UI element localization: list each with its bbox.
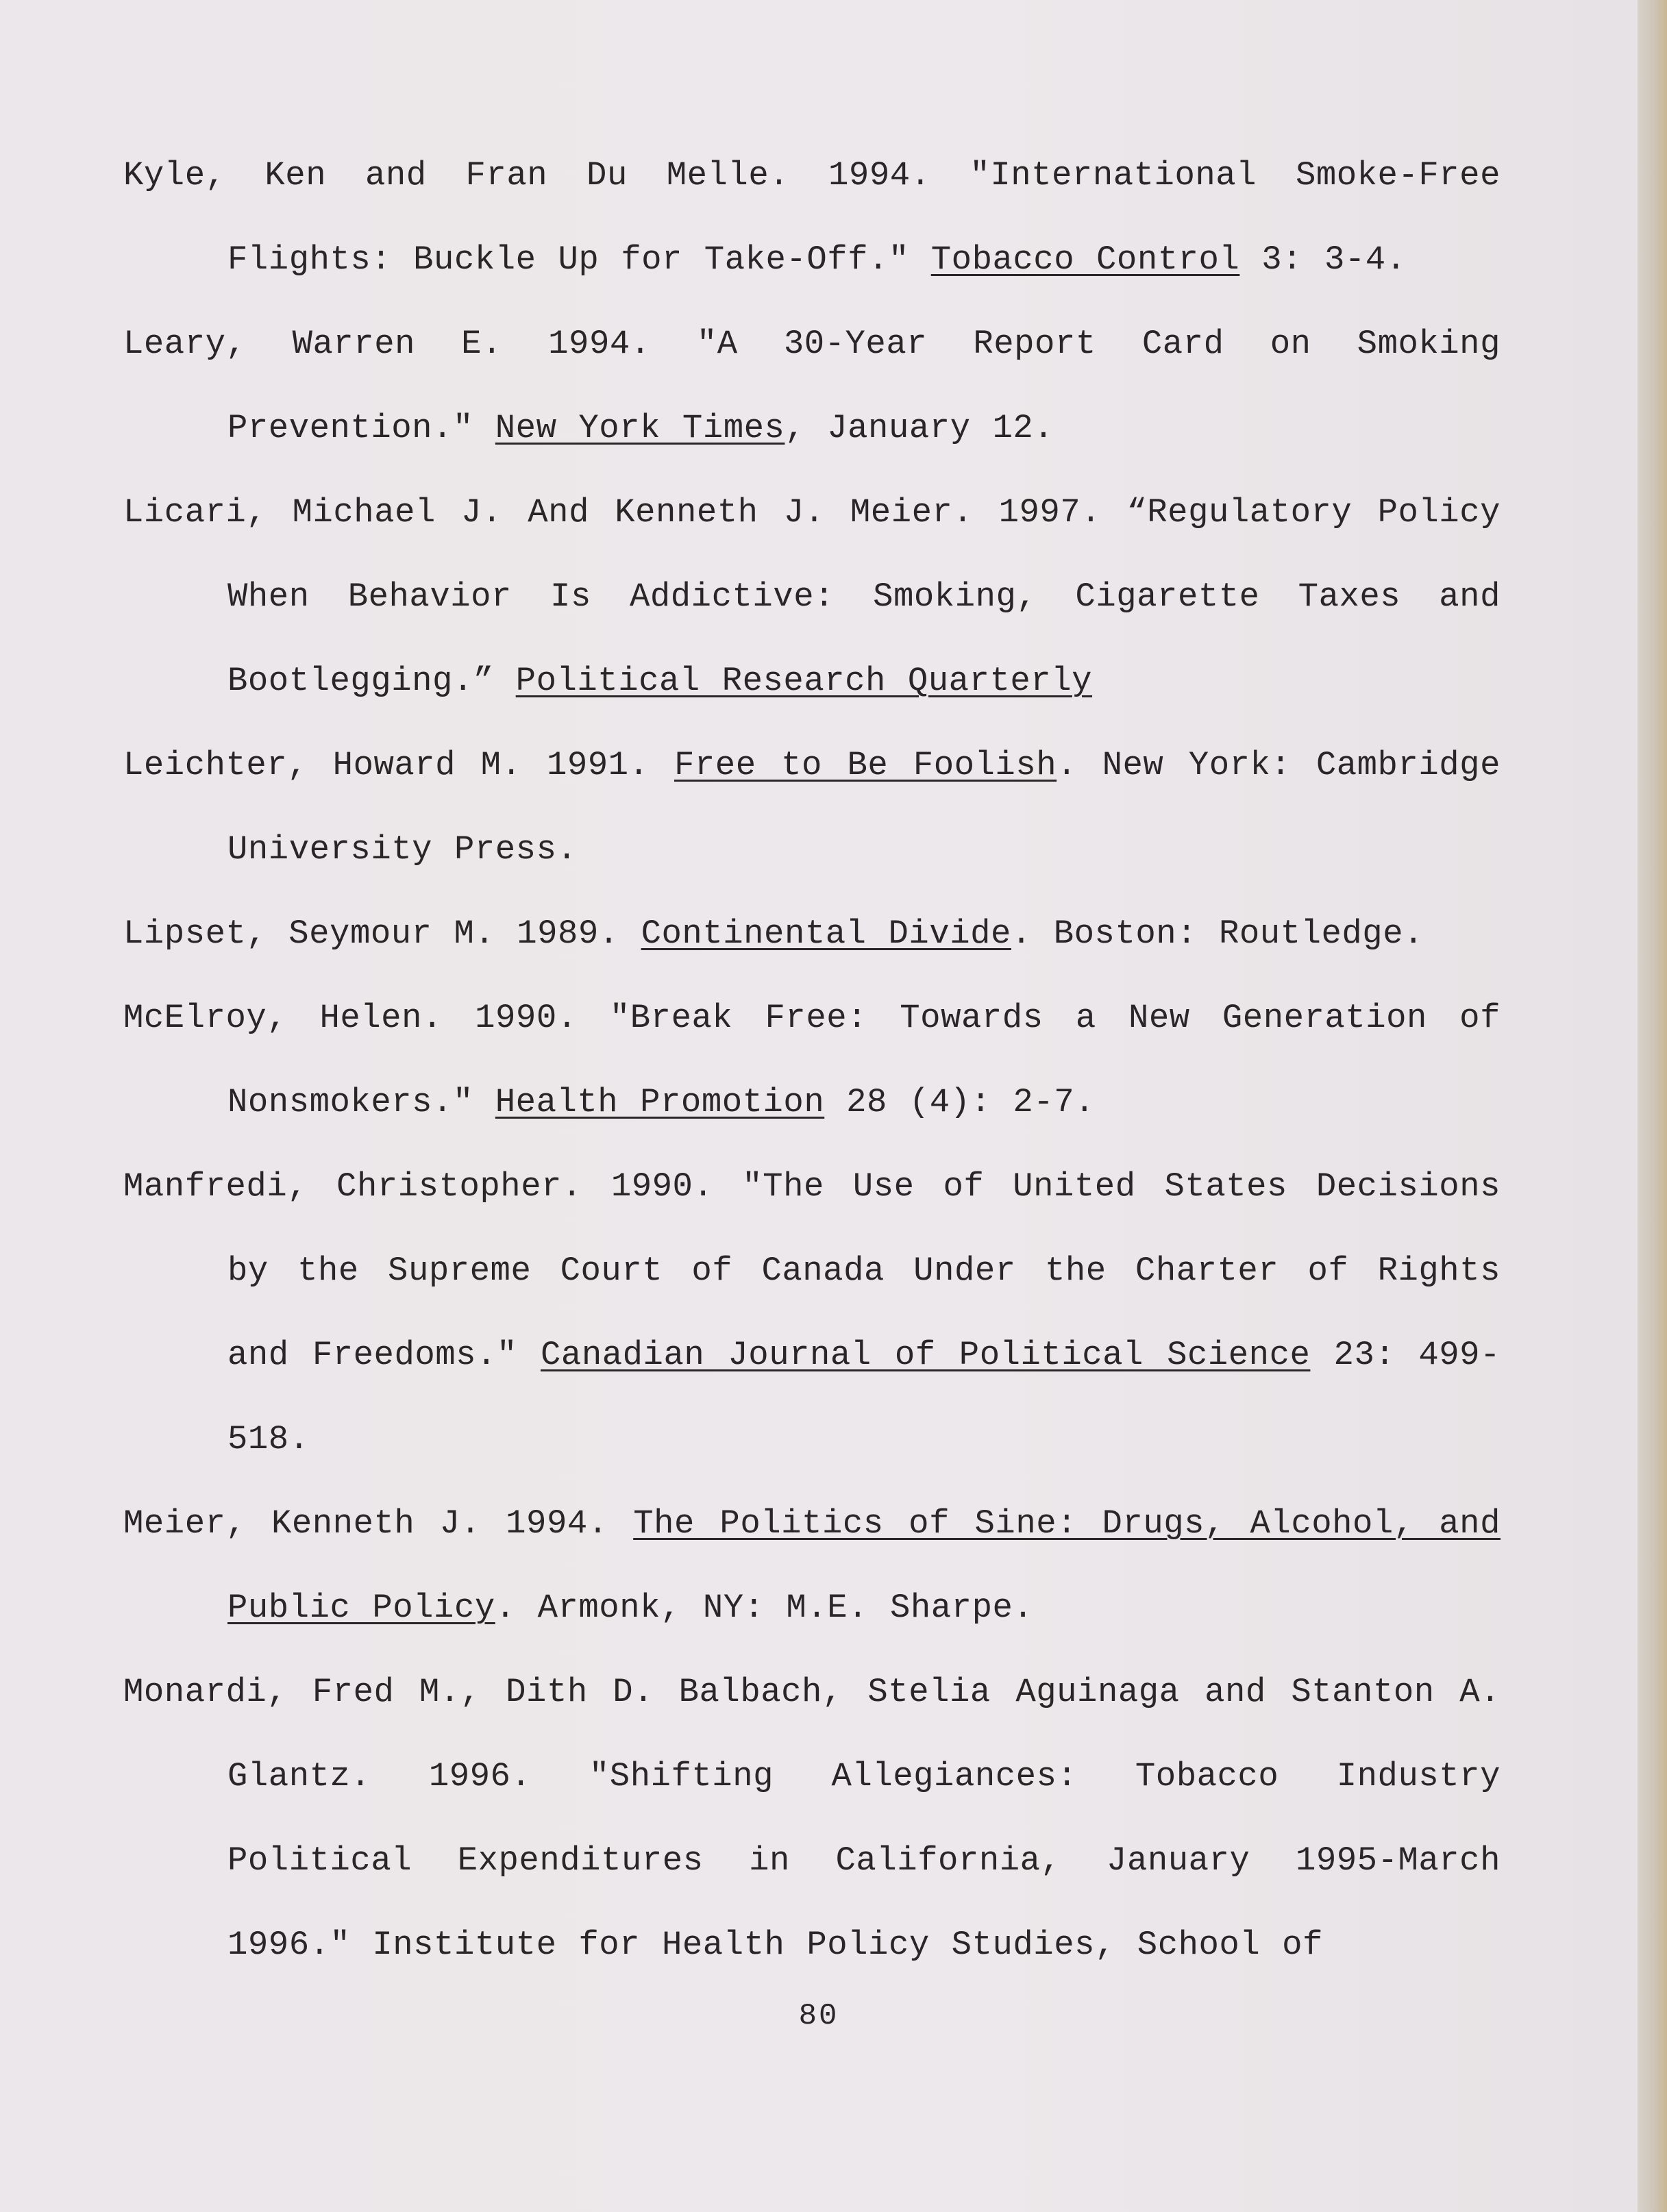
publication-title: Tobacco Control — [930, 240, 1240, 279]
page-edge — [1638, 0, 1667, 2212]
bibliography-entry — [123, 134, 1501, 302]
bibliography-entry — [123, 892, 1501, 976]
bibliography-entry — [123, 471, 1501, 723]
publication-title: Health Promotion — [495, 1083, 825, 1121]
publication-title: Free to Be Foolish — [674, 746, 1057, 784]
page-number: 80 — [798, 1999, 839, 2033]
entry-text: 3: 3-4. — [1239, 240, 1407, 279]
publication-title: Continental Divide — [641, 915, 1011, 953]
entry-text: Leichter, Howard M. 1991. — [123, 746, 674, 784]
entry-text: Kyle, Ken and Fran Du Melle. 1994. "International Smoke-Free Flights: Buckle Up for Take-Off." — [123, 156, 1501, 279]
bibliography-list — [123, 134, 1501, 1987]
bibliography-entry — [123, 302, 1501, 471]
entry-text: Manfredi, Christopher. 1990. "The Use of United States Decisions by the Supreme Court of Canada Under the Charter of Rights and Freedoms." — [123, 1167, 1501, 1374]
entry-text: 28 (4): 2-7. — [824, 1083, 1096, 1121]
publication-title: Canadian Journal of Political Science — [541, 1336, 1311, 1374]
entry-text: Lipset, Seymour M. 1989. — [123, 915, 641, 953]
publication-title: Political Research Quarterly — [515, 662, 1093, 700]
bibliography-entry — [123, 1145, 1501, 1482]
entry-text: 23: 499-518. — [227, 1336, 1501, 1458]
entry-text: . Armonk, NY: M.E. Sharpe. — [495, 1589, 1034, 1627]
entry-text: . Boston: Routledge. — [1011, 915, 1424, 953]
entry-text: Leary, Warren E. 1994. "A 30-Year Report Card on Smoking Prevention." — [123, 325, 1501, 447]
bibliography-entry — [123, 976, 1501, 1145]
entry-text: Licari, Michael J. And Kenneth J. Meier. 1997. “Regulatory Policy When Behavior Is Addictive: Smoking, Cigarette Taxes and Bootlegging.” — [123, 493, 1501, 700]
publication-title: New York Times — [495, 409, 785, 447]
entry-text: . New York: Cambridge University Press. — [227, 746, 1501, 869]
entry-text: Meier, Kenneth J. 1994. — [123, 1504, 634, 1543]
publication-title: The Politics of Sine: Drugs, Alcohol, and Public Policy — [227, 1504, 1501, 1627]
entry-text: , January 12. — [785, 409, 1054, 447]
entry-text: McElroy, Helen. 1990. "Break Free: Towards a New Generation of Nonsmokers." — [123, 999, 1501, 1121]
entry-text: Monardi, Fred M., Dith D. Balbach, Stelia Aguinaga and Stanton A. Glantz. 1996. "Shifting Allegiances: Tobacco Industry Political Expenditures in California, January 1995-March 1996." Institute for Health Policy Studies, School of — [123, 1673, 1501, 1964]
bibliography-entry — [123, 723, 1501, 892]
bibliography-entry — [123, 1482, 1501, 1650]
bibliography-entry — [123, 1650, 1501, 1987]
